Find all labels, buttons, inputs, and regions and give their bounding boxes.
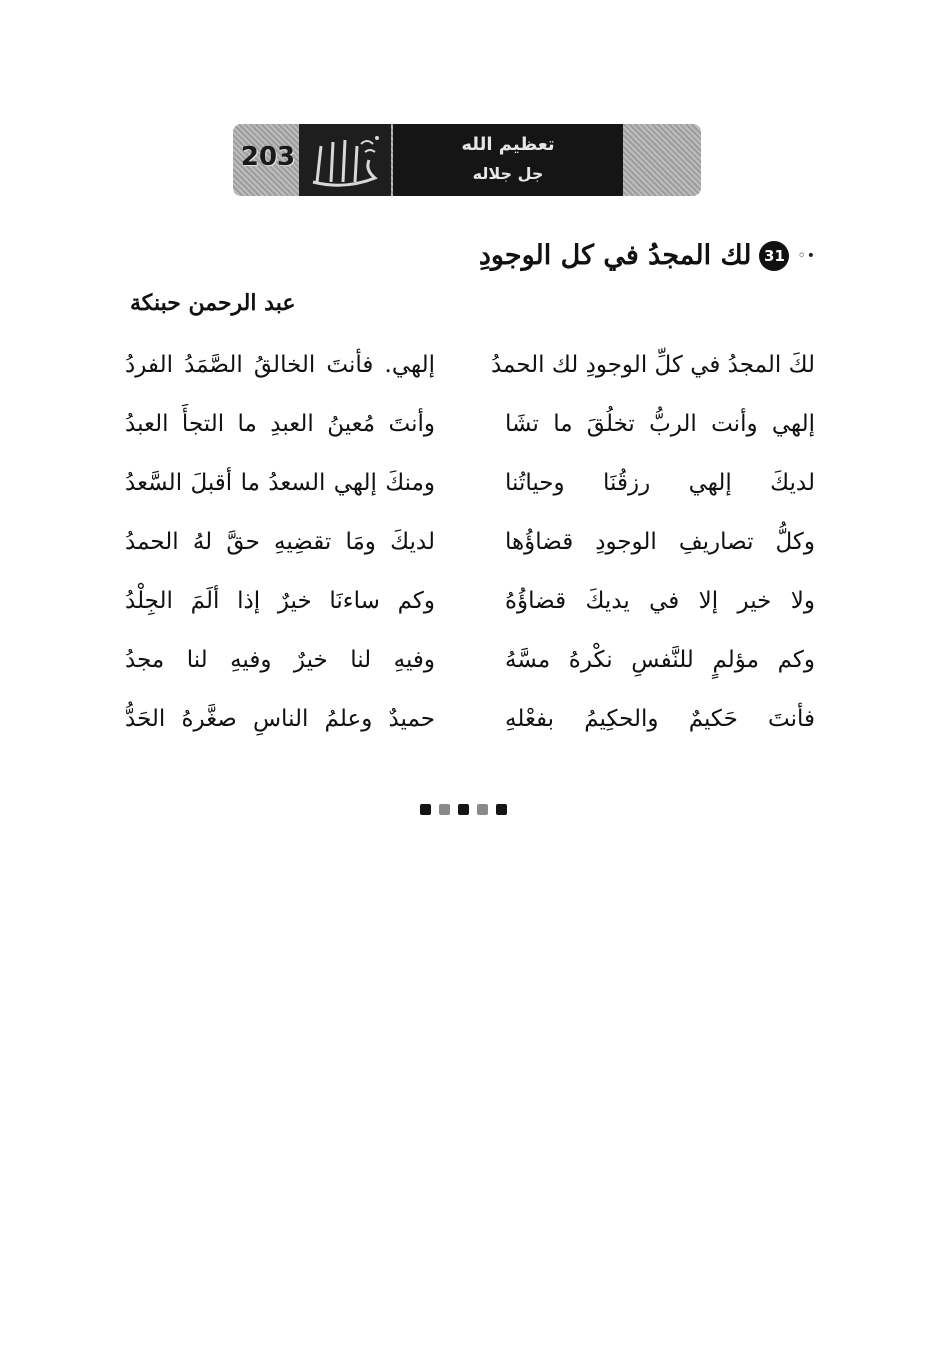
- page-number: 203: [240, 142, 296, 172]
- divider-square: [496, 804, 507, 815]
- verse-second-half: حميدٌ وعلمُ الناسِ صغَّرهُ الحَدُّ: [125, 706, 435, 732]
- section-title-line2: جل جلاله: [472, 164, 544, 183]
- verse: [125, 699, 815, 758]
- bullet-dots-icon: •◦: [797, 247, 816, 264]
- divider-square: [420, 804, 431, 815]
- poem-verses: [125, 345, 815, 758]
- verse: [125, 404, 815, 463]
- header-band: [233, 124, 701, 196]
- allah-calligraphy-icon: [299, 124, 391, 196]
- verse: [125, 345, 815, 404]
- verse-second-half: وأنتَ مُعينُ العبدِ ما التجأَ العبدُ: [125, 411, 435, 437]
- poem-heading: [479, 240, 816, 271]
- verse: [125, 463, 815, 522]
- verse-second-half: وكم ساءنَا خيرٌ إذا ألَمَ الجِلْدُ: [125, 588, 435, 614]
- divider-square: [439, 804, 450, 815]
- verse-first-half: فأنتَ حَكيمٌ والحكِيمُ بفعْلهِ: [505, 706, 815, 732]
- poem-title: لك المجدُ في كل الوجودِ: [478, 240, 752, 271]
- section-title: [393, 124, 623, 196]
- verse-first-half: إلهي وأنت الربُّ تخلُقَ ما تشَا: [505, 411, 815, 437]
- verse: [125, 581, 815, 640]
- verse-second-half: إلهي. فأنتَ الخالقُ الصَّمَدُ الفردُ: [125, 352, 435, 378]
- square-divider-icon: [420, 804, 507, 815]
- verse: [125, 640, 815, 699]
- verse-first-half: وكم مؤلمٍ للنَّفسِ نكْرهُ مسَّهُ: [505, 647, 815, 673]
- divider-square: [477, 804, 488, 815]
- verse-first-half: لديكَ إلهي رزقُنَا وحياتُنا: [505, 470, 815, 496]
- verse-second-half: لديكَ ومَا تقضِيهِ حقَّ لهُ الحمدُ: [125, 529, 435, 555]
- verse-second-half: وفيهِ لنا خيرٌ وفيهِ لنا مجدُ: [125, 647, 435, 673]
- verse-second-half: ومنكَ إلهي السعدُ ما أقبلَ السَّعدُ: [125, 470, 435, 496]
- poem-author: عبد الرحمن حبنكة: [130, 290, 296, 316]
- verse-first-half: وكلُّ تصاريفِ الوجودِ قضاؤُها: [505, 529, 815, 555]
- divider-square: [458, 804, 469, 815]
- poem-number-badge: 31: [759, 241, 789, 271]
- verse-first-half: ولا خير إلا في يديكَ قضاؤُهُ: [505, 588, 815, 614]
- verse-first-half: لكَ المجدُ في كلِّ الوجودِ لك الحمدُ: [490, 352, 815, 378]
- section-title-line1: تعظيم الله: [461, 134, 555, 155]
- verse: [125, 522, 815, 581]
